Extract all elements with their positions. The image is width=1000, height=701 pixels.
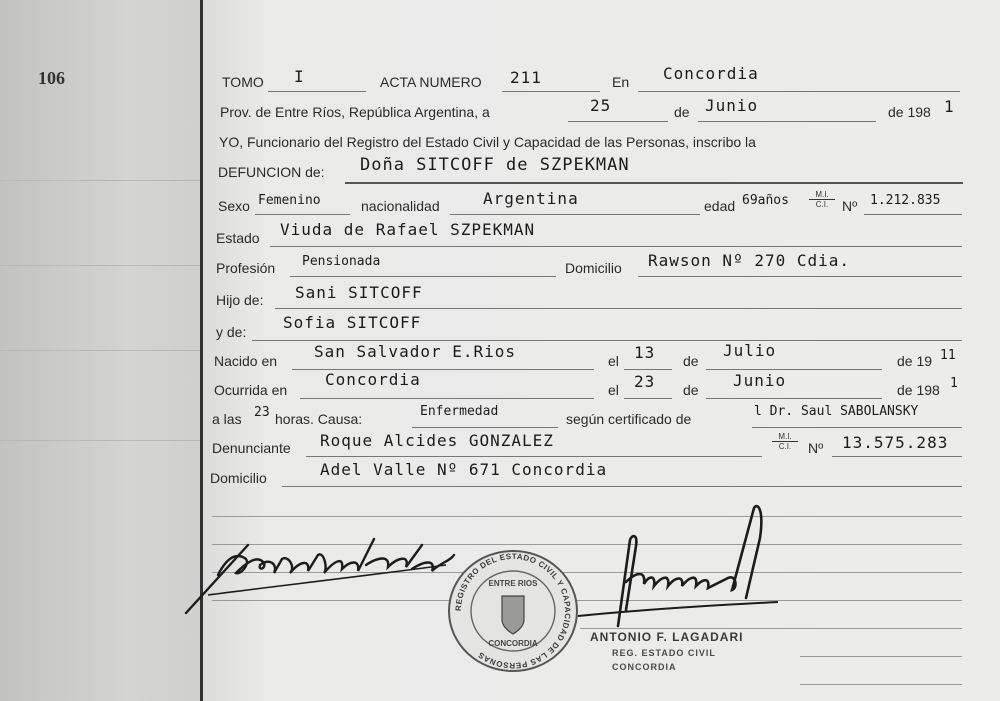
field-line <box>624 398 672 399</box>
en-label: En <box>612 74 630 90</box>
hijo-label: Hijo de: <box>216 292 264 308</box>
ocurrida-el-label: el <box>608 382 619 398</box>
field-line <box>752 427 962 428</box>
field-line <box>306 456 762 457</box>
acta-value: 211 <box>510 68 542 87</box>
ocurrida-value: Concordia <box>325 370 421 389</box>
field-line <box>706 398 882 399</box>
nacido-mes: Julio <box>723 341 777 360</box>
edad-label: edad <box>704 198 736 214</box>
profesion-value: Pensionada <box>302 254 381 269</box>
field-line <box>268 91 366 92</box>
field-line <box>255 214 350 215</box>
field-line <box>275 308 962 309</box>
causa-label: horas. Causa: <box>275 411 363 427</box>
field-line <box>638 276 962 277</box>
mi-ci-fraction: M.I. C.I. <box>809 190 835 209</box>
deceased-name: Doña SITCOFF de SZPEKMAN <box>360 155 630 175</box>
ghost-rule <box>0 180 200 181</box>
tomo-label: TOMO <box>222 74 264 90</box>
alas-label: a las <box>212 411 242 427</box>
ocurrida-mes: Junio <box>733 371 787 390</box>
field-line <box>270 246 962 247</box>
field-line <box>252 340 962 341</box>
blank-rule <box>800 656 962 657</box>
sexo-value: Femenino <box>258 193 321 208</box>
nacido-value: San Salvador E.Rios <box>314 342 517 361</box>
field-line <box>502 91 600 92</box>
officer-signature <box>578 498 778 638</box>
seal-ring-text: REGISTRO DEL ESTADO CIVIL Y CAPACIDAD DE LAS PERSONAS <box>453 551 573 671</box>
denunciante-value: Roque Alcides GONZALEZ <box>320 431 554 450</box>
field-line <box>282 486 962 487</box>
domicilio-label: Domicilio <box>565 260 622 276</box>
denunciante-numero-label: Nº <box>808 440 824 456</box>
yde-label: y de: <box>216 324 247 340</box>
defuncion-label: DEFUNCION de: <box>218 164 325 180</box>
year-value: 1 <box>944 97 955 116</box>
date-de-label: de <box>674 104 690 120</box>
folio-number: 106 <box>38 68 65 88</box>
documento-numero: 1.212.835 <box>870 193 941 208</box>
nacido-el-label: el <box>608 353 619 369</box>
officer-name-stamp: ANTONIO F. LAGADARI <box>590 630 744 644</box>
field-line <box>568 121 668 122</box>
alas-value: 23 <box>254 405 270 420</box>
ocurrida-dia: 23 <box>634 372 656 391</box>
official-seal <box>446 548 580 674</box>
field-line <box>450 214 700 215</box>
ghost-rule <box>0 440 200 441</box>
domicilio2-value: Adel Valle Nº 671 Concordia <box>320 460 608 479</box>
ghost-rule <box>0 350 200 351</box>
causa-value: Enfermedad <box>420 404 499 419</box>
ocurrida-label: Ocurrida en <box>214 382 288 398</box>
nacido-dia: 13 <box>634 343 656 362</box>
numero-label: Nº <box>842 198 858 214</box>
field-line <box>832 456 962 457</box>
field-line <box>290 276 556 277</box>
seal-city-text: CONCORDIA <box>488 639 538 648</box>
nacido-anio-label: de 19 <box>897 353 933 369</box>
nacido-de-label: de <box>683 353 699 369</box>
ocurrida-anio: 1 <box>950 376 958 391</box>
blank-rule <box>800 684 962 685</box>
field-line <box>624 369 672 370</box>
certificado-medico: l Dr. Saul SABOLANSKY <box>754 404 919 419</box>
ocurrida-de-label: de <box>683 382 699 398</box>
month-value: Junio <box>705 96 759 115</box>
prov-label: Prov. de Entre Ríos, República Argentina, a <box>220 104 490 120</box>
hijo-value: Sani SITCOFF <box>295 283 423 302</box>
officer-office-stamp: CONCORDIA <box>612 662 677 672</box>
denunciante-label: Denunciante <box>212 440 291 456</box>
field-line <box>300 398 594 399</box>
ghost-rule <box>0 265 200 266</box>
domicilio-value: Rawson Nº 270 Cdia. <box>648 251 851 270</box>
nacido-label: Nacido en <box>214 353 278 369</box>
tomo-value: I <box>294 67 305 86</box>
mi-ci-fraction: M.I. C.I. <box>772 432 798 451</box>
statement-text: YO, Funcionario del Registro del Estado Civil y Capacidad de las Personas, inscribo la <box>219 134 756 150</box>
nacido-anio: 11 <box>940 348 956 363</box>
field-line <box>345 182 963 184</box>
edad-value: 69años <box>742 193 789 208</box>
certificado-label: según certificado de <box>566 411 692 427</box>
nacionalidad-value: Argentina <box>483 189 579 208</box>
field-line <box>864 214 962 215</box>
officer-title-stamp: REG. ESTADO CIVIL <box>612 648 716 658</box>
domicilio2-label: Domicilio <box>210 470 267 486</box>
seal-inner-text: ENTRE RIOS <box>488 579 538 588</box>
acta-label: ACTA NUMERO <box>380 74 482 90</box>
field-line <box>412 427 558 428</box>
declarant-signature <box>178 525 463 620</box>
yde-value: Sofia SITCOFF <box>283 313 422 332</box>
sexo-label: Sexo <box>218 198 250 214</box>
estado-label: Estado <box>216 230 260 246</box>
field-line <box>698 121 876 122</box>
denunciante-numero: 13.575.283 <box>842 433 949 452</box>
day-value: 25 <box>590 96 612 115</box>
estado-value: Viuda de Rafael SZPEKMAN <box>280 220 536 239</box>
en-value: Concordia <box>663 64 759 83</box>
field-line <box>706 369 882 370</box>
field-line <box>638 91 960 92</box>
year-label: de 198 <box>888 104 931 120</box>
profesion-label: Profesión <box>216 260 276 276</box>
ocurrida-anio-label: de 198 <box>897 382 940 398</box>
nacionalidad-label: nacionalidad <box>361 198 440 214</box>
